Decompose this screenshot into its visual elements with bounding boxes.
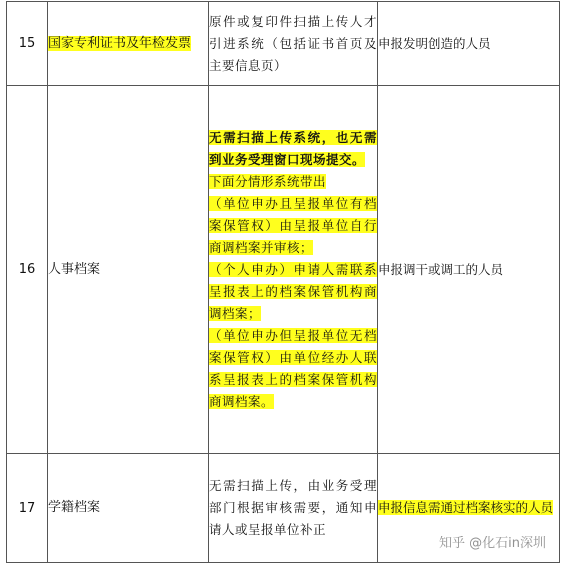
applicable-persons: 申报信息需通过档案核实的人员 <box>378 500 554 515</box>
row-number: 15 <box>7 2 48 86</box>
submission-method-cell <box>209 86 378 454</box>
submission-method: 无需扫描上传，由业务受理部门根据审核需要，通知申请人或呈报单位补正 <box>209 478 377 537</box>
submission-method-paragraph <box>209 259 377 325</box>
desc-text: 无需扫描上传系统，也无需到业务受理窗口现场提交。 <box>209 129 377 167</box>
table-row <box>7 2 560 86</box>
submission-method-paragraph <box>209 325 377 413</box>
submission-method: 原件或复印件扫描上传人才引进系统（包括证书首页及主要信息页） <box>209 13 377 73</box>
desc-text: 下面分情形系统带出 <box>209 173 327 189</box>
submission-method-cell <box>209 454 378 563</box>
desc-text: （个人申办）申请人需联系呈报表上的档案保管机构商调档案； <box>209 261 377 321</box>
document-name: 国家专利证书及年检发票 <box>48 35 192 51</box>
desc-text: （单位申办且呈报单位有档案保管权）由呈报单位自行商调档案并审核； <box>209 195 377 255</box>
desc-text: （单位申办但呈报单位无档案保管权）由单位经办人联系呈报表上的档案保管机构商调档案。 <box>209 327 377 409</box>
watermark: 知乎 @化石in深圳 <box>439 536 546 551</box>
submission-method-paragraph <box>209 193 377 259</box>
document-name-cell <box>48 2 209 86</box>
submission-method-paragraph <box>209 127 377 171</box>
submission-method-paragraph <box>209 171 377 193</box>
requirements-table <box>6 1 560 563</box>
submission-method-cell <box>209 2 378 86</box>
document-name: 学籍档案 <box>48 454 209 563</box>
document-name: 人事档案 <box>48 86 209 454</box>
applicable-persons: 申报发明创造的人员 <box>378 2 560 86</box>
row-number: 16 <box>7 86 48 454</box>
applicable-persons: 申报调干或调工的人员 <box>378 86 560 454</box>
table-row <box>7 86 560 454</box>
row-number: 17 <box>7 454 48 563</box>
